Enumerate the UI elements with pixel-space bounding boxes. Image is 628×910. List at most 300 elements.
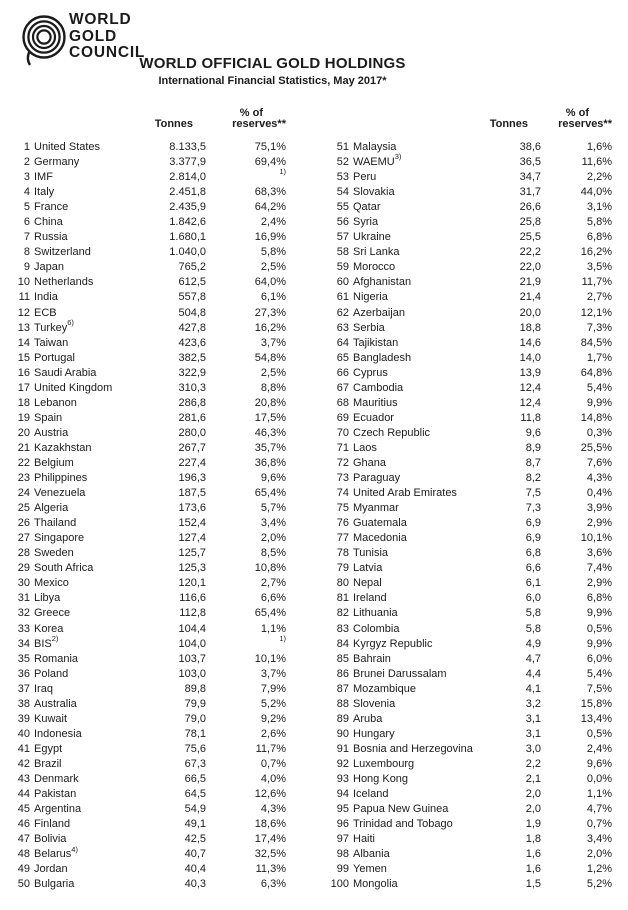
reserves-value: 6,0% <box>586 652 612 665</box>
row-rank: 7 <box>23 231 30 244</box>
tonnes-value: 2,2 <box>525 757 541 770</box>
table-row <box>0 591 286 606</box>
country-name: Serbia <box>353 321 385 334</box>
row-rank: 53 <box>336 171 349 184</box>
row-rank: 97 <box>336 833 349 846</box>
country-name: Afghanistan <box>353 276 412 289</box>
row-rank: 14 <box>17 336 30 349</box>
country-name: Algeria <box>34 502 69 515</box>
reserves-value: 10,1% <box>580 532 612 545</box>
table-row <box>314 185 612 200</box>
reserves-value: 6,1% <box>260 291 286 304</box>
tonnes-value: 267,7 <box>178 441 206 454</box>
row-rank: 38 <box>17 697 30 710</box>
reserves-value: 2,5% <box>260 366 286 379</box>
table-row <box>0 727 286 742</box>
reserves-value: 7,3% <box>586 321 612 334</box>
tonnes-value: 3.377,9 <box>169 156 206 169</box>
page-subtitle: International Financial Statistics, May 2017* <box>158 75 387 87</box>
column-header-pct-of: % of <box>565 107 589 119</box>
tonnes-value: 2.814,0 <box>169 171 206 184</box>
row-rank: 60 <box>336 276 349 289</box>
row-rank: 6 <box>23 216 30 229</box>
tonnes-value: 42,5 <box>184 833 206 846</box>
country-name: Albania <box>353 848 390 861</box>
row-rank: 37 <box>17 682 30 695</box>
column-header-tonnes: Tonnes <box>489 118 528 130</box>
tonnes-value: 1,5 <box>525 878 541 891</box>
country-name: ECB <box>34 306 57 319</box>
country-name: India <box>34 291 58 304</box>
tonnes-value: 49,1 <box>184 818 206 831</box>
row-rank: 70 <box>336 426 349 439</box>
reserves-value: 84,5% <box>580 336 612 349</box>
tonnes-value: 40,3 <box>184 878 206 891</box>
reserves-value: 2,4% <box>586 742 612 755</box>
tonnes-value: 196,3 <box>178 472 206 485</box>
column-header-reserves: reserves** <box>232 118 286 130</box>
country-name: BIS$^{2)}$ <box>34 633 59 650</box>
reserves-value: 75,1% <box>254 141 286 153</box>
reserves-value: 1,1% <box>586 788 612 801</box>
table-row <box>0 697 286 712</box>
tonnes-value: 103,7 <box>178 652 206 665</box>
row-rank: 42 <box>17 757 30 770</box>
country-name: Romania <box>34 652 79 665</box>
row-rank: 65 <box>336 351 349 364</box>
reserves-value: 2,7% <box>586 291 612 304</box>
row-rank: 96 <box>336 818 349 831</box>
table-row <box>0 802 286 817</box>
country-name: Pakistan <box>34 788 77 801</box>
country-name: Cyprus <box>353 366 388 379</box>
tonnes-value: 14,6 <box>519 336 541 349</box>
row-rank: 41 <box>17 742 30 755</box>
country-name: Australia <box>34 697 77 710</box>
tonnes-value: 25,5 <box>519 231 541 244</box>
row-rank: 61 <box>336 291 349 304</box>
reserves-value: 11,7% <box>581 276 612 289</box>
row-rank: 3 <box>23 171 30 184</box>
table-row <box>314 200 612 215</box>
tonnes-value: 2,0 <box>525 803 541 816</box>
row-rank: 21 <box>17 441 30 454</box>
row-rank: 76 <box>336 517 349 530</box>
tonnes-value: 310,3 <box>178 381 206 394</box>
reserves-value: 17,5% <box>254 411 286 424</box>
table-row <box>0 622 286 637</box>
row-rank: 2 <box>23 156 30 169</box>
tonnes-value: 21,4 <box>519 291 541 304</box>
reserves-value: 0,7% <box>586 818 612 831</box>
country-name: Philippines <box>34 472 88 485</box>
tonnes-value: 152,4 <box>178 517 206 530</box>
column-header-reserves: reserves** <box>558 118 612 130</box>
row-rank: 47 <box>17 833 30 846</box>
reserves-value: 11,6% <box>581 156 612 169</box>
reserves-value: 32,5% <box>254 848 286 861</box>
table-row <box>314 682 612 697</box>
row-rank: 44 <box>17 788 30 801</box>
logo-text-line: COUNCIL <box>69 44 146 61</box>
country-name: Slovakia <box>353 186 395 199</box>
tonnes-value: 8,9 <box>525 441 541 454</box>
row-rank: 30 <box>17 577 30 590</box>
tonnes-value: 31,7 <box>519 186 541 199</box>
reserves-value: 9,2% <box>260 712 286 725</box>
country-name: WAEMU$^{3)}$ <box>353 152 402 169</box>
row-rank: 62 <box>336 306 349 319</box>
tonnes-value: 427,8 <box>178 321 206 334</box>
tonnes-value: 1.040,0 <box>169 246 206 259</box>
reserves-value: 7,4% <box>586 562 612 575</box>
row-rank: 26 <box>17 517 30 530</box>
reserves-value: 5,7% <box>260 502 286 515</box>
table-row <box>0 200 286 215</box>
reserves-value: 0,0% <box>586 772 612 785</box>
row-rank: 57 <box>336 231 349 244</box>
country-name: Venezuela <box>34 487 86 500</box>
country-name: Malaysia <box>353 141 397 153</box>
reserves-value: 3,4% <box>586 833 612 846</box>
reserves-value: 54,8% <box>254 351 286 364</box>
logo-text-line: GOLD <box>69 27 117 45</box>
tonnes-value: 79,0 <box>184 712 206 725</box>
page-title: WORLD OFFICIAL GOLD HOLDINGS <box>139 55 406 72</box>
reserves-value: 18,6% <box>254 818 286 831</box>
table-row <box>314 832 612 847</box>
country-name: United States <box>34 141 101 153</box>
tonnes-value: 125,3 <box>178 562 206 575</box>
table-row <box>314 606 612 621</box>
country-name: Taiwan <box>34 336 69 349</box>
table-row <box>0 245 286 260</box>
reserves-value: 9,9% <box>586 396 612 409</box>
reserves-value: 2,5% <box>260 261 286 274</box>
row-rank: 31 <box>17 592 30 605</box>
tonnes-value: 66,5 <box>184 772 206 785</box>
tonnes-value: 75,6 <box>184 742 206 755</box>
tonnes-value: 8.133,5 <box>169 141 206 153</box>
table-row <box>0 275 286 290</box>
row-rank: 40 <box>17 727 30 740</box>
reserves-value: 3,7% <box>260 336 286 349</box>
row-rank: 90 <box>336 727 349 740</box>
reserves-value: 0,5% <box>586 727 612 740</box>
tonnes-value: 12,4 <box>519 396 541 409</box>
table-row <box>0 606 286 621</box>
reserves-value: 0,4% <box>586 487 612 500</box>
row-rank: 87 <box>336 682 349 695</box>
tonnes-value: 6,9 <box>525 517 541 530</box>
tonnes-value: 612,5 <box>178 276 206 289</box>
table-row <box>0 290 286 305</box>
row-rank: 52 <box>336 156 349 169</box>
tonnes-value: 21,9 <box>519 276 541 289</box>
country-name: Aruba <box>353 712 383 725</box>
row-rank: 79 <box>336 562 349 575</box>
tonnes-value: 1.680,1 <box>169 231 206 244</box>
table-row <box>314 667 612 682</box>
gold-holdings-table-right <box>314 108 612 892</box>
gold-holdings-table-left <box>0 108 286 892</box>
table-row <box>314 637 612 652</box>
table-row <box>0 317 286 336</box>
tonnes-value: 12,4 <box>519 381 541 394</box>
table-body-right <box>314 140 612 892</box>
reserves-value: 64,2% <box>254 201 286 214</box>
table-row <box>314 757 612 772</box>
reserves-value: 3,6% <box>586 547 612 560</box>
table-row <box>314 697 612 712</box>
tonnes-value: 8,2 <box>525 472 541 485</box>
tonnes-value: 4,7 <box>525 652 541 665</box>
table-row <box>314 456 612 471</box>
tonnes-value: 504,8 <box>178 306 206 319</box>
country-name: Mexico <box>34 577 69 590</box>
table-row <box>314 742 612 757</box>
table-row <box>0 441 286 456</box>
country-name: Morocco <box>353 261 396 274</box>
reserves-value: 16,2% <box>254 321 286 334</box>
tonnes-value: 3,1 <box>525 727 541 740</box>
row-rank: 59 <box>336 261 349 274</box>
table-row <box>0 501 286 516</box>
reserves-value: 5,2% <box>586 878 612 891</box>
reserves-value: 9,9% <box>586 637 612 650</box>
tonnes-value: 5,8 <box>525 607 541 620</box>
tonnes-value: 3,2 <box>525 697 541 710</box>
country-name: Hong Kong <box>353 772 409 785</box>
tonnes-value: 423,6 <box>178 336 206 349</box>
tonnes-value: 18,8 <box>519 321 541 334</box>
row-rank: 69 <box>336 411 349 424</box>
reserves-value: 2,7% <box>260 577 286 590</box>
reserves-value: 3,7% <box>260 667 286 680</box>
country-name: Ecuador <box>353 411 394 424</box>
tonnes-value: 322,9 <box>178 366 206 379</box>
row-rank: 83 <box>336 622 349 635</box>
tonnes-value: 78,1 <box>184 727 206 740</box>
reserves-value: 2,0% <box>586 848 612 861</box>
reserves-value: 69,4% <box>254 156 286 169</box>
country-name: Tajikistan <box>353 336 399 349</box>
country-name: Turkey$^{6)}$ <box>34 317 74 334</box>
country-name: Kuwait <box>34 712 68 725</box>
table-row <box>314 712 612 727</box>
table-row <box>314 471 612 486</box>
table-header-row-2 <box>0 119 286 130</box>
row-rank: 29 <box>17 562 30 575</box>
column-header-pct-of: % of <box>239 107 263 119</box>
table-row <box>0 167 286 185</box>
country-name: Nigeria <box>353 291 388 304</box>
reserves-value: 16,9% <box>254 231 286 244</box>
row-rank: 33 <box>17 622 30 635</box>
tonnes-value: 104,0 <box>178 637 206 650</box>
country-name: Nepal <box>353 577 382 590</box>
country-name: Singapore <box>34 532 85 545</box>
reserves-value: 2,0% <box>260 532 286 545</box>
tonnes-value: 11,8 <box>520 411 541 424</box>
tonnes-value: 13,9 <box>519 366 541 379</box>
row-rank: 24 <box>17 487 30 500</box>
country-name: France <box>34 201 69 214</box>
row-rank: 74 <box>336 487 349 500</box>
tonnes-value: 20,0 <box>519 306 541 319</box>
country-name: Austria <box>34 426 69 439</box>
reserves-value: 44,0% <box>580 186 612 199</box>
table-row <box>314 817 612 832</box>
table-row <box>0 712 286 727</box>
table-row <box>314 245 612 260</box>
table-row <box>0 862 286 877</box>
country-name: Yemen <box>353 863 387 876</box>
tonnes-value: 1,9 <box>525 818 541 831</box>
table-row <box>0 396 286 411</box>
country-name: Brazil <box>34 757 62 770</box>
row-rank: 39 <box>17 712 30 725</box>
table-row <box>314 140 612 155</box>
reserves-value: 5,4% <box>586 667 612 680</box>
country-name: Libya <box>34 592 61 605</box>
tonnes-value: 112,8 <box>179 607 206 620</box>
row-rank: 66 <box>336 366 349 379</box>
tonnes-value: 2,0 <box>525 788 541 801</box>
tonnes-value: 116,6 <box>179 592 206 605</box>
reserves-value: 15,8% <box>580 697 612 710</box>
table-row <box>0 817 286 832</box>
reserves-value: 2,4% <box>260 216 286 229</box>
country-name: Syria <box>353 216 379 229</box>
row-rank: 19 <box>17 411 30 424</box>
row-rank: 77 <box>336 532 349 545</box>
table-row <box>0 456 286 471</box>
reserves-value: 7,6% <box>586 456 612 469</box>
row-rank: 51 <box>336 141 349 153</box>
table-row <box>0 351 286 366</box>
reserves-value: 7,9% <box>260 682 286 695</box>
table-row <box>0 787 286 802</box>
country-name: Switzerland <box>34 246 91 259</box>
country-name: Tunisia <box>353 547 389 560</box>
tonnes-value: 54,9 <box>184 803 206 816</box>
country-name: Macedonia <box>353 532 407 545</box>
country-name: Czech Republic <box>353 426 431 439</box>
tonnes-value: 103,0 <box>178 667 206 680</box>
table-row <box>314 561 612 576</box>
table-row <box>314 230 612 245</box>
table-row <box>314 441 612 456</box>
reserves-value: 20,8% <box>254 396 286 409</box>
reserves-value: 17,4% <box>254 833 286 846</box>
table-row <box>314 260 612 275</box>
tonnes-value: 286,8 <box>178 396 206 409</box>
tonnes-value: 765,2 <box>178 261 206 274</box>
reserves-value: 4,3% <box>586 472 612 485</box>
tonnes-value: 8,7 <box>525 456 541 469</box>
reserves-value: 6,6% <box>260 592 286 605</box>
tonnes-value: 25,8 <box>519 216 541 229</box>
row-rank: 45 <box>17 803 30 816</box>
country-name: Luxembourg <box>353 757 415 770</box>
row-rank: 35 <box>17 652 30 665</box>
table-row <box>0 742 286 757</box>
row-rank: 9 <box>23 261 30 274</box>
reserves-value: 68,3% <box>254 186 286 199</box>
tonnes-value: 14,0 <box>519 351 541 364</box>
table-row <box>314 531 612 546</box>
table-body-left <box>0 140 286 892</box>
country-name: Myanmar <box>353 502 399 515</box>
row-rank: 56 <box>336 216 349 229</box>
table-row <box>0 381 286 396</box>
table-row <box>0 633 286 652</box>
tonnes-value: 227,4 <box>178 456 206 469</box>
country-name: Spain <box>34 411 63 424</box>
country-name: Saudi Arabia <box>34 366 97 379</box>
row-rank: 46 <box>17 818 30 831</box>
row-rank: 34 <box>17 637 30 650</box>
table-row <box>314 486 612 501</box>
country-name: Korea <box>34 622 64 635</box>
reserves-value: 3,5% <box>586 261 612 274</box>
table-row <box>314 772 612 787</box>
row-rank: 49 <box>17 863 30 876</box>
country-name: Bahrain <box>353 652 391 665</box>
reserves-value: 11,3% <box>255 863 286 876</box>
country-name: Guatemala <box>353 517 407 530</box>
tonnes-value: 127,4 <box>178 532 206 545</box>
reserves-value: 12,6% <box>254 788 286 801</box>
country-name: Slovenia <box>353 697 396 710</box>
tonnes-value: 2,1 <box>525 772 541 785</box>
row-rank: 16 <box>17 366 30 379</box>
table-row <box>0 877 286 892</box>
row-rank: 13 <box>17 321 30 334</box>
reserves-value: 1,7% <box>586 351 612 364</box>
row-rank: 68 <box>336 396 349 409</box>
country-name: Ireland <box>353 592 387 605</box>
reserves-value: 65,4% <box>254 607 286 620</box>
tonnes-value: 64,5 <box>184 788 206 801</box>
table-row <box>0 155 286 170</box>
country-name: Lebanon <box>34 396 77 409</box>
reserves-value: 6,8% <box>586 592 612 605</box>
tonnes-value: 6,0 <box>525 592 541 605</box>
tonnes-value: 2.451,8 <box>169 186 206 199</box>
table-row <box>0 757 286 772</box>
logo-text-line: WORLD <box>69 11 132 28</box>
tonnes-value: 4,4 <box>525 667 541 680</box>
table-row <box>0 230 286 245</box>
tonnes-value: 382,5 <box>178 351 206 364</box>
country-name: Bolivia <box>34 833 67 846</box>
table-row <box>314 652 612 667</box>
country-name: Italy <box>34 186 55 199</box>
tonnes-value: 34,7 <box>519 171 541 184</box>
row-rank: 88 <box>336 697 349 710</box>
tonnes-value: 6,1 <box>525 577 541 590</box>
reserves-value: 0,5% <box>586 622 612 635</box>
tonnes-value: 6,9 <box>525 532 541 545</box>
row-rank: 67 <box>336 381 349 394</box>
reserves-value: 5,2% <box>260 697 286 710</box>
country-name: Hungary <box>353 727 395 740</box>
tonnes-value: 79,9 <box>184 697 206 710</box>
reserves-value: 9,6% <box>586 757 612 770</box>
tonnes-value: 3,0 <box>525 742 541 755</box>
